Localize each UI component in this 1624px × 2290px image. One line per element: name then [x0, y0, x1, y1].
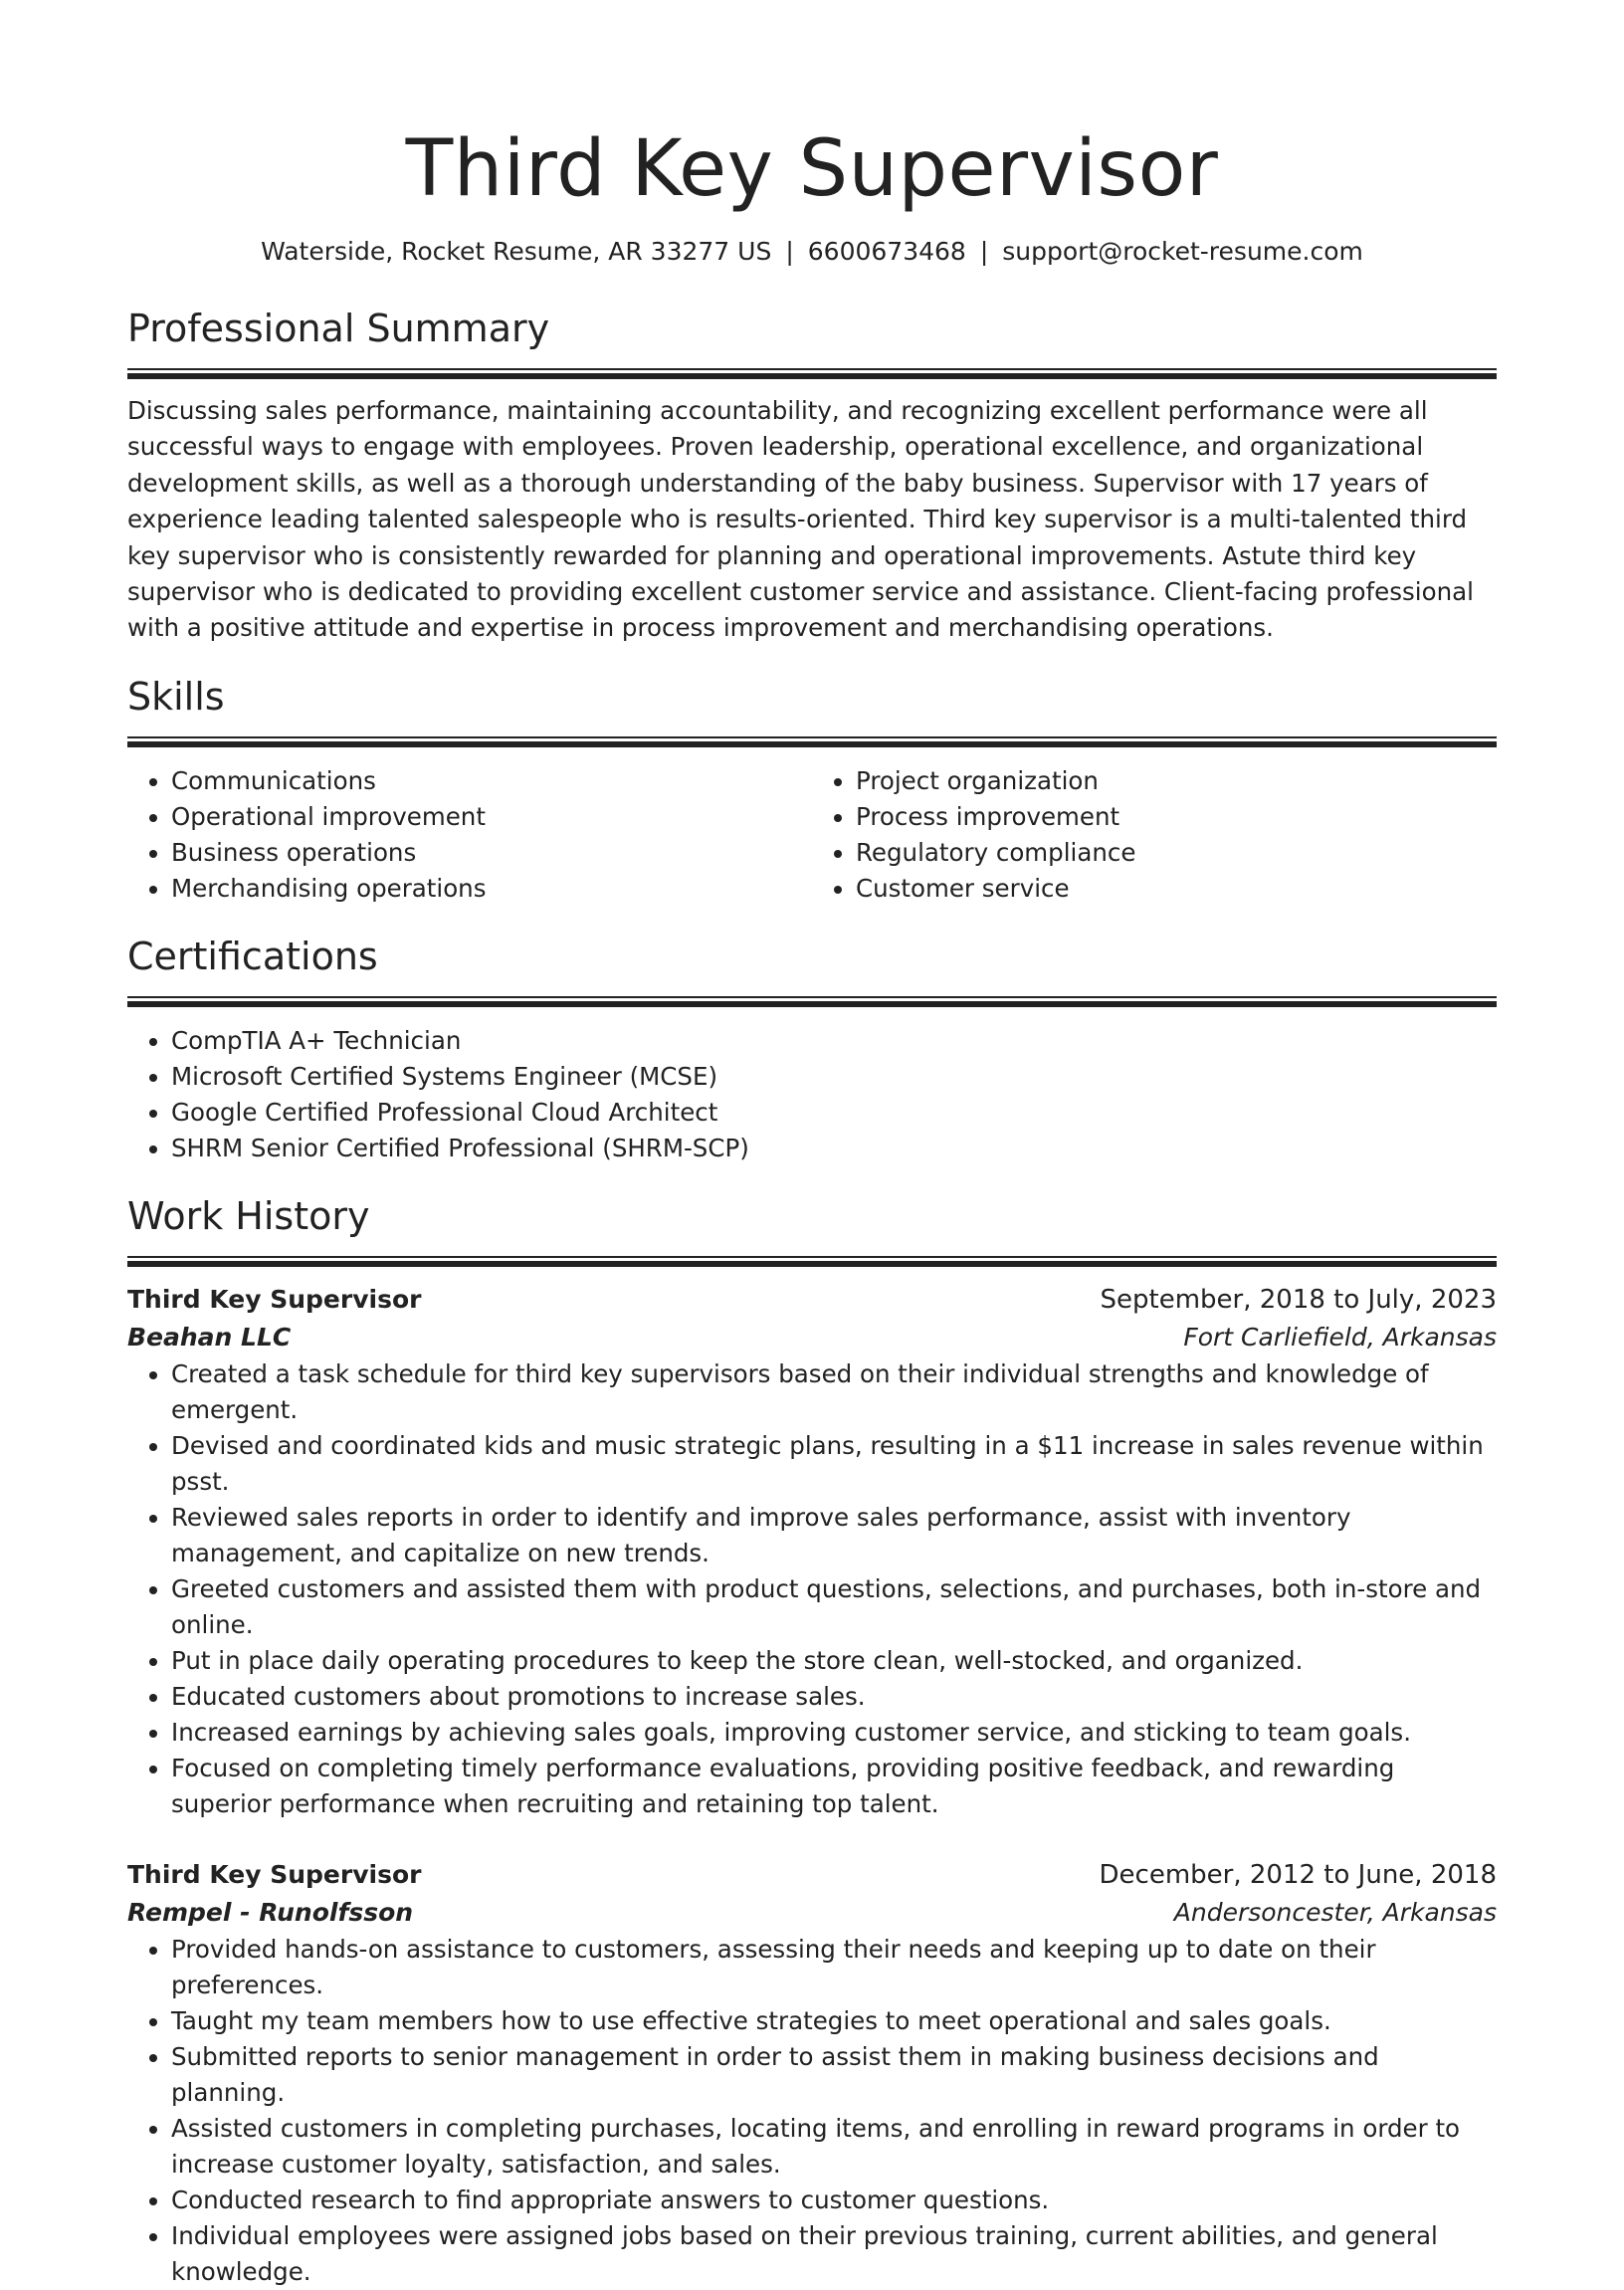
work-history-heading: Work History	[127, 1193, 370, 1238]
certifications-heading: Certifications	[127, 934, 378, 978]
job-company-row	[127, 1894, 1497, 1932]
skill-item: • Customer service	[856, 871, 1497, 907]
work-history-section	[127, 1192, 1497, 2290]
job-bullet: • Provided hands-on assistance to customers, assessing their needs and keeping up to date on their preferences.	[171, 1932, 1497, 2003]
job-company: Rempel - Runolfsson	[127, 1897, 414, 1927]
contact-phone: 6600673468	[807, 237, 966, 266]
job-bullet: • Reviewed sales reports in order to identify and improve sales performance, assist with inventory management, and capitalize on new trends.	[171, 1500, 1497, 1571]
skills-list-right	[812, 763, 1497, 907]
job-bullet: • Individual employees were assigned jobs based on their previous training, current abilities, and general knowledge.	[171, 2218, 1497, 2290]
job-bullet: • Submitted reports to senior management in order to assist them in making business decisions and planning.	[171, 2039, 1497, 2111]
job-dates: September, 2018 to July, 2023	[1100, 1284, 1497, 1315]
skills-section	[127, 673, 1497, 907]
section-divider	[127, 1256, 1497, 1267]
skill-item: • Operational improvement	[171, 799, 812, 835]
skills-list-left	[127, 763, 812, 907]
job-header-row	[127, 1281, 1497, 1319]
contact-email: support@rocket-resume.com	[1002, 237, 1363, 266]
job-bullet: • Greeted customers and assisted them with product questions, selections, and purchases, both in-store and online.	[171, 1571, 1497, 1643]
job-bullet: • Taught my team members how to use effective strategies to meet operational and sales goals.	[171, 2003, 1497, 2039]
job-title: Third Key Supervisor	[127, 1859, 422, 1889]
resume-page	[127, 0, 1497, 2290]
skill-item: • Process improvement	[856, 799, 1497, 835]
job-title: Third Key Supervisor	[127, 1284, 422, 1314]
section-divider	[127, 368, 1497, 379]
certification-item: • Google Certified Professional Cloud Architect	[171, 1095, 1497, 1131]
skills-heading: Skills	[127, 674, 225, 719]
summary-section	[127, 305, 1497, 647]
job-company-row	[127, 1319, 1497, 1356]
contact-line	[127, 235, 1497, 269]
job-dates: December, 2012 to June, 2018	[1099, 1859, 1497, 1890]
certification-item: • CompTIA A+ Technician	[171, 1023, 1497, 1059]
job-bullet: • Focused on completing timely performance evaluations, providing positive feedback, and rewarding superior performance when recruiting and retaining top talent.	[171, 1751, 1497, 1822]
skills-grid	[127, 763, 1497, 907]
skill-item: • Merchandising operations	[171, 871, 812, 907]
section-divider	[127, 996, 1497, 1007]
section-divider	[127, 736, 1497, 747]
certification-item: • Microsoft Certified Systems Engineer (MCSE)	[171, 1059, 1497, 1095]
contact-address: Waterside, Rocket Resume, AR 33277 US	[261, 237, 772, 266]
job-bullet: • Put in place daily operating procedures to keep the store clean, well-stocked, and organized.	[171, 1643, 1497, 1679]
summary-heading: Professional Summary	[127, 307, 550, 350]
skill-item: • Project organization	[856, 763, 1497, 799]
contact-separator: |	[979, 237, 989, 266]
job-entry	[127, 1281, 1497, 1822]
skill-item: • Communications	[171, 763, 812, 799]
job-company: Beahan LLC	[127, 1322, 292, 1352]
job-bullets	[127, 1356, 1497, 1822]
job-location: Fort Carliefield, Arkansas	[1183, 1322, 1497, 1352]
job-bullet: • Educated customers about promotions to increase sales.	[171, 1679, 1497, 1715]
job-bullet: • Assisted customers in completing purchases, locating items, and enrolling in reward programs in order to increase customer loyalty, satisfaction, and sales.	[171, 2111, 1497, 2183]
job-bullet: • Devised and coordinated kids and music strategic plans, resulting in a $11 increase in sales revenue within psst.	[171, 1428, 1497, 1500]
job-bullets	[127, 1932, 1497, 2290]
skill-item: • Business operations	[171, 835, 812, 871]
summary-text: Discussing sales performance, maintaining accountability, and recognizing excellent performance were all successful ways to engage with employees. Proven leadership, operational excellence, and organizational development skills, as well as a thorough understanding of the baby business. Supervisor with 17 years of experience leading talented salespeople who is results-oriented. Third key supervisor is a multi-talented third key supervisor who is consistently rewarded for planning and operational improvements. Astute third key supervisor who is dedicated to providing excellent customer service and assistance. Client-facing professional with a positive attitude and expertise in process improvement and merchandising operations.	[127, 396, 1474, 643]
certifications-section	[127, 933, 1497, 1166]
job-bullet: • Created a task schedule for third key supervisors based on their individual strengths and knowledge of emergent.	[171, 1356, 1497, 1428]
skill-item: • Regulatory compliance	[856, 835, 1497, 871]
certification-item: • SHRM Senior Certified Professional (SHRM-SCP)	[171, 1131, 1497, 1166]
contact-separator: |	[785, 237, 794, 266]
job-bullet: • Increased earnings by achieving sales goals, improving customer service, and sticking to team goals.	[171, 1715, 1497, 1751]
candidate-name: Third Key Supervisor	[405, 124, 1219, 214]
job-location: Andersoncester, Arkansas	[1173, 1897, 1497, 1927]
job-bullet: • Conducted research to find appropriate answers to customer questions.	[171, 2183, 1497, 2218]
certifications-list	[127, 1023, 1497, 1166]
job-header-row	[127, 1856, 1497, 1894]
job-entry	[127, 1856, 1497, 2290]
